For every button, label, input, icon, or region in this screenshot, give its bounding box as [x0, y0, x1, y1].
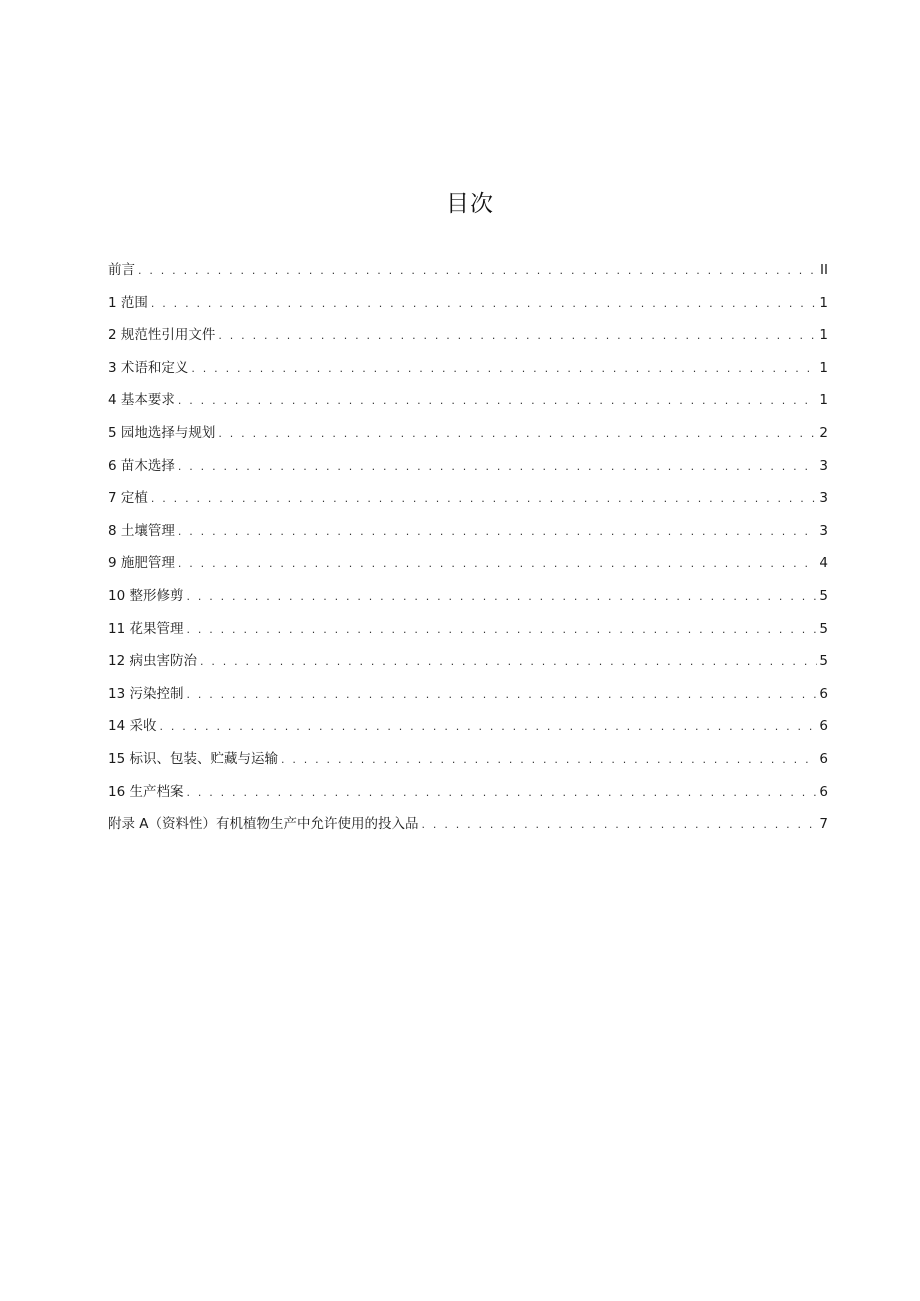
toc-entry-scope[interactable]: [108, 290, 828, 323]
toc-entry-label: 13 污染控制: [108, 685, 184, 702]
toc-title: 目次: [446, 191, 494, 217]
toc-dot-leader: [138, 258, 818, 284]
toc-page-number: 4: [819, 555, 828, 572]
toc-dot-leader: [191, 356, 817, 382]
toc-dot-leader: [186, 584, 817, 610]
toc-page-number: 3: [819, 490, 828, 507]
toc-dot-leader: [178, 519, 818, 545]
toc-entry-label: 16 生产档案: [108, 783, 184, 800]
toc-entry-appendix-a[interactable]: [108, 811, 828, 844]
toc-dot-leader: [281, 747, 817, 773]
toc-entry-label: 6 苗木选择: [108, 457, 175, 474]
toc-entry-seedling-selection[interactable]: [108, 453, 828, 486]
toc-entry-label: 7 定植: [108, 490, 148, 507]
toc-dot-leader: [186, 617, 817, 643]
toc-page-number: 3: [819, 457, 828, 474]
toc-entry-basic-requirements[interactable]: [108, 387, 828, 420]
toc-entry-fertilization[interactable]: [108, 550, 828, 583]
toc-page-number: 1: [819, 359, 828, 376]
toc-entry-soil-management[interactable]: [108, 518, 828, 551]
toc-page-number: 6: [819, 685, 828, 702]
toc-entry-label: 14 采收: [108, 718, 157, 735]
toc-page-number: 1: [819, 327, 828, 344]
toc-entry-label: 15 标识、包装、贮藏与运输: [108, 750, 278, 767]
toc-dot-leader: [186, 780, 817, 806]
toc-dot-leader: [200, 649, 817, 675]
toc-entry-terms-definitions[interactable]: [108, 355, 828, 388]
toc-dot-leader: [422, 812, 818, 838]
toc-dot-leader: [218, 421, 817, 447]
toc-page-number: 6: [819, 718, 828, 735]
toc-dot-leader: [178, 454, 818, 480]
toc-entry-label: 1 范围: [108, 294, 148, 311]
toc-entry-label: 附录 A（资料性）有机植物生产中允许使用的投入品: [108, 816, 419, 833]
toc-page-number: II: [820, 262, 828, 278]
toc-dot-leader: [218, 323, 817, 349]
toc-page-number: 7: [819, 816, 828, 833]
toc-entry-label: 4 基本要求: [108, 392, 175, 409]
toc-entry-normative-references[interactable]: [108, 322, 828, 355]
toc-entry-pollution-control[interactable]: [108, 681, 828, 714]
toc-dot-leader: [159, 714, 817, 740]
toc-dot-leader: [178, 551, 818, 577]
toc-page-number: 5: [819, 587, 828, 604]
toc-entry-labeling-packaging[interactable]: [108, 746, 828, 779]
toc-list: [108, 257, 828, 844]
toc-entry-flower-fruit[interactable]: [108, 616, 828, 649]
toc-entry-harvest[interactable]: [108, 713, 828, 746]
toc-page-number: 5: [819, 653, 828, 670]
toc-entry-pruning[interactable]: [108, 583, 828, 616]
toc-page-number: 5: [819, 620, 828, 637]
toc-page-number: 1: [819, 392, 828, 409]
toc-entry-label: 5 园地选择与规划: [108, 424, 216, 441]
toc-page-number: 6: [819, 750, 828, 767]
toc-page-number: 3: [819, 522, 828, 539]
toc-dot-leader: [178, 388, 818, 414]
toc-page-number: 2: [819, 424, 828, 441]
toc-entry-label: 2 规范性引用文件: [108, 327, 216, 344]
toc-entry-label: 前言: [108, 262, 135, 278]
toc-entry-planting[interactable]: [108, 485, 828, 518]
toc-page-number: 1: [819, 294, 828, 311]
toc-entry-label: 8 土壤管理: [108, 522, 175, 539]
toc-page-number: 6: [819, 783, 828, 800]
toc-dot-leader: [151, 291, 818, 317]
toc-entry-label: 9 施肥管理: [108, 555, 175, 572]
toc-entry-label: 11 花果管理: [108, 620, 184, 637]
toc-entry-label: 10 整形修剪: [108, 587, 184, 604]
toc-entry-foreword[interactable]: [108, 257, 828, 290]
toc-entry-label: 12 病虫害防治: [108, 653, 197, 670]
toc-entry-pest-control[interactable]: [108, 648, 828, 681]
toc-entry-site-selection[interactable]: [108, 420, 828, 453]
toc-dot-leader: [186, 682, 817, 708]
toc-dot-leader: [151, 486, 818, 512]
toc-entry-production-records[interactable]: [108, 779, 828, 812]
toc-entry-label: 3 术语和定义: [108, 359, 189, 376]
